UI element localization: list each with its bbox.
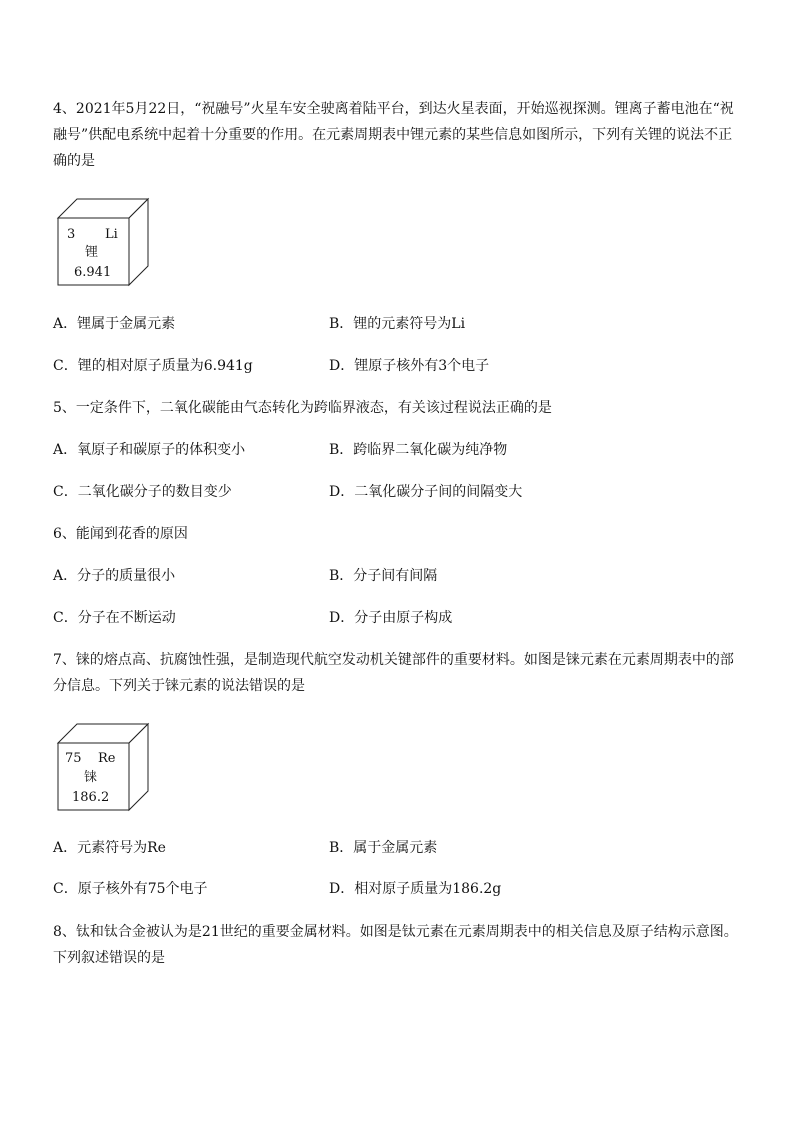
q7-option-a[interactable]: A．元素符号为Re	[53, 840, 166, 856]
lithium-element-card	[57, 198, 149, 288]
question-4-stem: 4、2021年5月22日，“祝融号”火星车安全驶离着陆平台，到达火星表面，开始巡视探测。锂离子蓄电池在“祝融号”供配电系统中起着十分重要的作用。在元素周期表中锂元素的某些信息如图所示，下列有关锂的说法不正确的是	[53, 101, 734, 169]
q7-option-d[interactable]: D．相对原子质量为186.2g	[329, 881, 502, 897]
q4-option-c[interactable]: C．锂的相对原子质量为6.941g	[53, 358, 253, 374]
rhenium-element-card	[57, 723, 149, 813]
atomic-number: 3	[67, 227, 76, 242]
element-symbol: Re	[98, 751, 116, 766]
question-8-stem: 8、钛和钛合金被认为是21世纪的重要金属材料。如图是钛元素在元素周期表中的相关信息及原子结构示意图。下列叙述错误的是	[53, 924, 738, 966]
q6-option-c[interactable]: C．分子在不断运动	[53, 610, 176, 626]
q6-option-b[interactable]: B．分子间有间隔	[329, 568, 438, 584]
q5-option-d[interactable]: D．二氧化碳分子间的间隔变大	[329, 484, 523, 500]
question-7-stem: 7、铼的熔点高、抗腐蚀性强，是制造现代航空发动机关键部件的重要材料。如图是铼元素在元素周期表中的部分信息。下列关于铼元素的说法错误的是	[53, 652, 734, 694]
q4-option-a[interactable]: A．锂属于金属元素	[53, 316, 176, 332]
q7-option-c[interactable]: C．原子核外有75个电子	[53, 881, 208, 897]
q6-option-d[interactable]: D．分子由原子构成	[329, 610, 453, 626]
element-name: 铼	[84, 770, 98, 785]
element-name: 锂	[85, 245, 99, 260]
q5-option-c[interactable]: C．二氧化碳分子的数目变少	[53, 484, 232, 500]
element-symbol: Li	[105, 227, 118, 242]
atomic-mass: 186.2	[72, 790, 110, 805]
atomic-number: 75	[65, 751, 82, 766]
question-6-stem: 6、能闻到花香的原因	[53, 526, 188, 542]
q7-option-b[interactable]: B．属于金属元素	[329, 840, 438, 856]
question-5-stem: 5、一定条件下，二氧化碳能由气态转化为跨临界液态，有关该过程说法正确的是	[53, 400, 552, 416]
q4-option-b[interactable]: B．锂的元素符号为Li	[329, 316, 466, 332]
atomic-mass: 6.941	[74, 265, 112, 280]
q5-option-b[interactable]: B．跨临界二氧化碳为纯净物	[329, 442, 508, 458]
q4-option-d[interactable]: D．锂原子核外有3个电子	[329, 358, 490, 374]
q5-option-a[interactable]: A．氧原子和碳原子的体积变小	[53, 442, 246, 458]
q6-option-a[interactable]: A．分子的质量很小	[53, 568, 176, 584]
